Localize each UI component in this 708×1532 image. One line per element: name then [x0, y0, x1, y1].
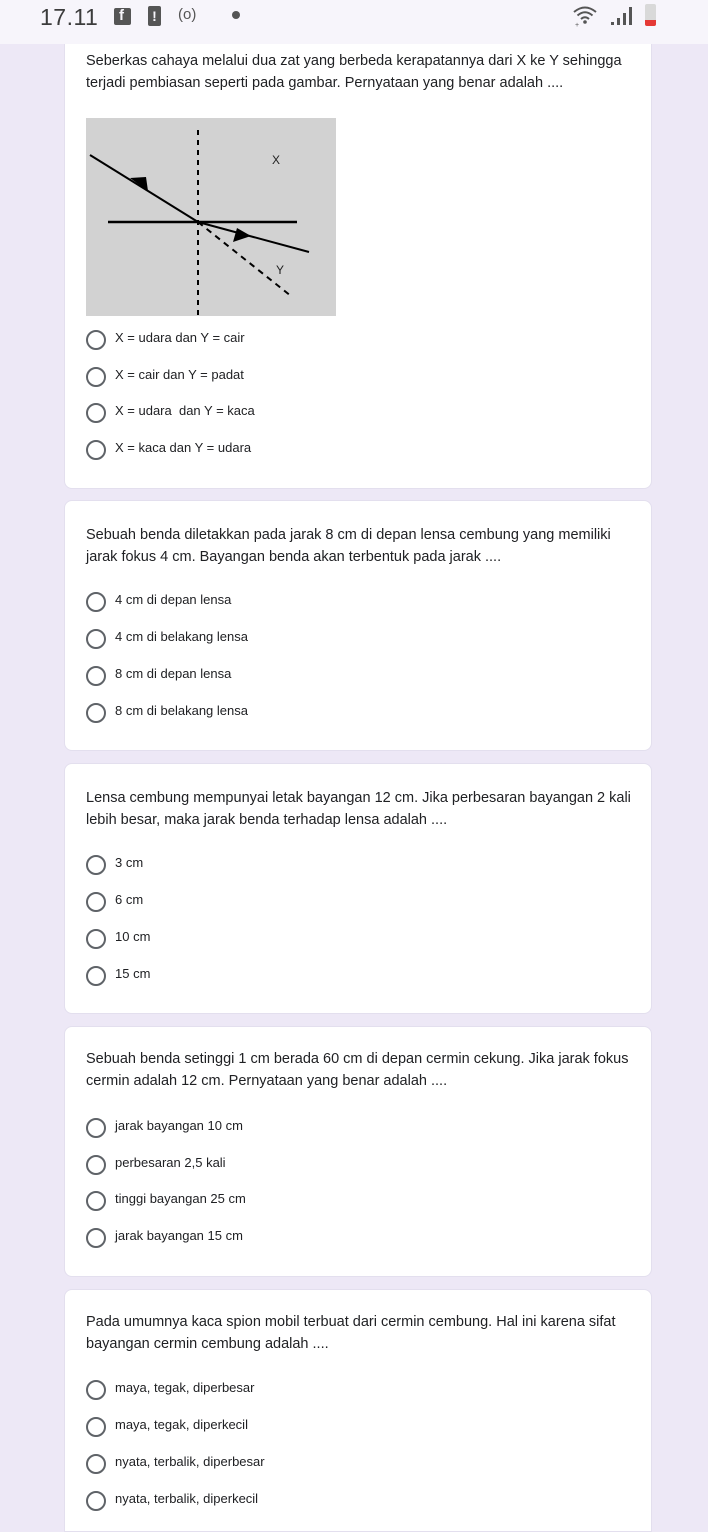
question-card-4	[64, 1026, 652, 1277]
facebook-letter: f	[119, 7, 124, 24]
option-q4-b[interactable]	[86, 1153, 486, 1177]
option-q2-a[interactable]	[86, 590, 486, 614]
refracted-arrow	[233, 228, 251, 242]
question-text: Sebuah benda diletakkan pada jarak 8 cm di depan lensa cembung yang memiliki jarak fokus 4 cm. Bayangan benda akan terbentuk pada jarak ....	[86, 527, 611, 565]
status-time: 17.11	[40, 4, 99, 30]
option-label: 8 cm di depan lensa	[115, 666, 232, 681]
option-label: 10 cm	[115, 929, 151, 944]
radio-button[interactable]	[86, 367, 106, 387]
svg-text:+: +	[575, 22, 580, 28]
option-q3-d[interactable]	[86, 964, 486, 988]
option-label: 3 cm	[115, 855, 144, 870]
question-text: Sebuah benda setinggi 1 cm berada 60 cm di depan cermin cekung. Jika jarak fokus cermin adalah 12 cm. Pernyataan yang benar adalah ....	[86, 1051, 629, 1089]
hotspot-icon: (o)	[178, 6, 197, 23]
refraction-diagram	[86, 118, 336, 316]
option-label: X = udara dan Y = cair	[115, 330, 245, 345]
label-y: Y	[276, 263, 285, 277]
radio-button[interactable]	[86, 929, 106, 949]
battery-icon	[645, 4, 656, 26]
radio-button[interactable]	[86, 855, 106, 875]
question-text: Seberkas cahaya melalui dua zat yang berbeda kerapatannya dari X ke Y sehingga terjadi pembiasan seperti pada gambar. Pernyataan yang benar adalah ....	[86, 53, 622, 91]
option-q1-a[interactable]	[86, 328, 486, 352]
question-card-1	[64, 20, 652, 489]
option-q1-b[interactable]	[86, 365, 486, 389]
incident-arrow	[130, 177, 148, 191]
dot-icon	[232, 11, 240, 19]
option-q1-d[interactable]	[86, 438, 486, 462]
signal-icon	[610, 6, 634, 31]
radio-button[interactable]	[86, 703, 106, 723]
question-text: Pada umumnya kaca spion mobil terbuat dari cermin cembung. Hal ini karena sifat bayangan cermin cembung adalah ....	[86, 1314, 616, 1352]
battery-level	[645, 20, 656, 26]
option-label: jarak bayangan 15 cm	[115, 1228, 243, 1243]
radio-button[interactable]	[86, 1191, 106, 1211]
radio-button[interactable]	[86, 330, 106, 350]
option-label: 15 cm	[115, 966, 151, 981]
option-label: maya, tegak, diperbesar	[115, 1380, 255, 1395]
incident-ray	[90, 155, 198, 222]
option-q4-c[interactable]	[86, 1189, 486, 1213]
radio-button[interactable]	[86, 629, 106, 649]
status-bar	[0, 0, 708, 44]
option-q5-a[interactable]	[86, 1378, 486, 1402]
refracted-ray	[198, 222, 309, 252]
facebook-icon	[114, 8, 131, 25]
radio-button[interactable]	[86, 440, 106, 460]
option-label: maya, tegak, diperkecil	[115, 1417, 248, 1432]
question-card-2	[64, 500, 652, 751]
option-label: perbesaran 2,5 kali	[115, 1155, 226, 1170]
option-q5-d[interactable]	[86, 1489, 486, 1513]
radio-button[interactable]	[86, 1228, 106, 1248]
question-text: Lensa cembung mempunyai letak bayangan 12 cm. Jika perbesaran bayangan 2 kali lebih besar, maka jarak benda terhadap lensa adalah ....	[86, 790, 631, 828]
option-q4-d[interactable]	[86, 1226, 486, 1250]
radio-button[interactable]	[86, 592, 106, 612]
option-label: jarak bayangan 10 cm	[115, 1118, 243, 1133]
option-q1-c[interactable]	[86, 401, 486, 425]
option-q2-c[interactable]	[86, 664, 486, 688]
wifi-icon	[572, 4, 598, 33]
option-q3-c[interactable]	[86, 927, 486, 951]
option-label: 8 cm di belakang lensa	[115, 703, 248, 718]
question-card-3	[64, 763, 652, 1014]
option-q3-b[interactable]	[86, 890, 486, 914]
option-label: tinggi bayangan 25 cm	[115, 1191, 246, 1206]
option-label: X = cair dan Y = padat	[115, 367, 244, 382]
option-q4-a[interactable]	[86, 1116, 486, 1140]
label-x: X	[272, 153, 281, 167]
radio-button[interactable]	[86, 1155, 106, 1175]
radio-button[interactable]	[86, 892, 106, 912]
question-card-5	[64, 1289, 652, 1532]
alert-icon: !	[148, 6, 161, 26]
option-label: nyata, terbalik, diperbesar	[115, 1454, 265, 1469]
option-label: 4 cm di depan lensa	[115, 592, 232, 607]
option-q2-b[interactable]	[86, 627, 486, 651]
option-q3-a[interactable]	[86, 853, 486, 877]
option-label: X = kaca dan Y = udara	[115, 440, 252, 455]
radio-button[interactable]	[86, 966, 106, 986]
option-q5-c[interactable]	[86, 1452, 486, 1476]
radio-button[interactable]	[86, 1417, 106, 1437]
option-q2-d[interactable]	[86, 701, 486, 725]
radio-button[interactable]	[86, 1118, 106, 1138]
option-label: 4 cm di belakang lensa	[115, 629, 248, 644]
radio-button[interactable]	[86, 1491, 106, 1511]
option-label: X = udara dan Y = kaca	[115, 403, 255, 418]
radio-button[interactable]	[86, 666, 106, 686]
option-label: 6 cm	[115, 892, 144, 907]
option-label: nyata, terbalik, diperkecil	[115, 1491, 259, 1506]
option-q5-b[interactable]	[86, 1415, 486, 1439]
radio-button[interactable]	[86, 1380, 106, 1400]
radio-button[interactable]	[86, 403, 106, 423]
radio-button[interactable]	[86, 1454, 106, 1474]
